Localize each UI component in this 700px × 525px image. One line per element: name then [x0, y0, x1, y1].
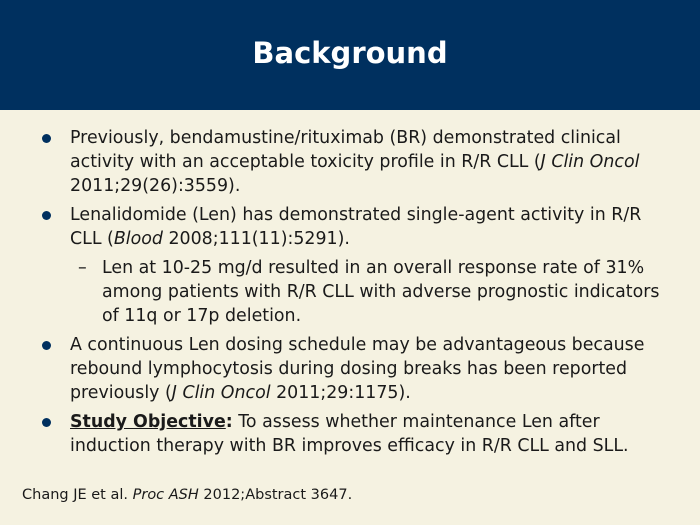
bullet-text: To assess whether maintenance Len after induction therapy with BR improves efficacy in R/R CLL and SLL. — [70, 412, 629, 456]
footer-journal: Proc ASH — [132, 487, 199, 503]
sub-bullet-item-1 — [40, 256, 660, 328]
bullet-text: Lenalidomide (Len) has demonstrated single-agent activity in R/R CLL ( — [70, 205, 642, 249]
journal-name: J Clin Oncol — [171, 383, 271, 403]
footer-authors: Chang JE et al. — [22, 487, 133, 503]
study-objective-label: Study Objective — [70, 412, 226, 432]
bullet-dot-icon — [42, 211, 51, 220]
bullet-item-3 — [40, 333, 660, 405]
bullet-dot-icon — [42, 418, 51, 427]
footer-ref: 2012;Abstract 3647. — [198, 487, 353, 503]
bullet-item-4 — [40, 410, 660, 458]
slide-content — [40, 126, 660, 463]
sub-bullet-text: Len at 10-25 mg/d resulted in an overall response rate of 31% among patients with R/R CLL with adverse prognostic indicators of 11q or 17p deletion. — [102, 258, 660, 326]
bullet-text: Previously, bendamustine/rituximab (BR) demonstrated clinical activity with an acceptable toxicity profile in R/R CLL ( — [70, 128, 621, 172]
footer-citation — [22, 487, 352, 503]
citation: 2011;29:1175). — [270, 383, 411, 403]
title-bar — [0, 0, 700, 110]
bullet-dot-icon — [42, 341, 51, 350]
journal-name: Blood — [113, 229, 163, 249]
bullet-item-2 — [40, 203, 660, 251]
bullet-text: A continuous Len dosing schedule may be advantageous because rebound lymphocytosis during dosing breaks has been reported previously ( — [70, 335, 645, 403]
citation: 2008;111(11):5291). — [162, 229, 350, 249]
label-colon: : — [225, 412, 233, 432]
bullet-item-1 — [40, 126, 660, 198]
dash-icon: – — [78, 258, 87, 278]
bullet-dot-icon — [42, 134, 51, 143]
journal-name: J Clin Oncol — [540, 152, 640, 172]
citation: 2011;29(26):3559). — [70, 176, 241, 196]
slide-title: Background — [252, 36, 448, 70]
